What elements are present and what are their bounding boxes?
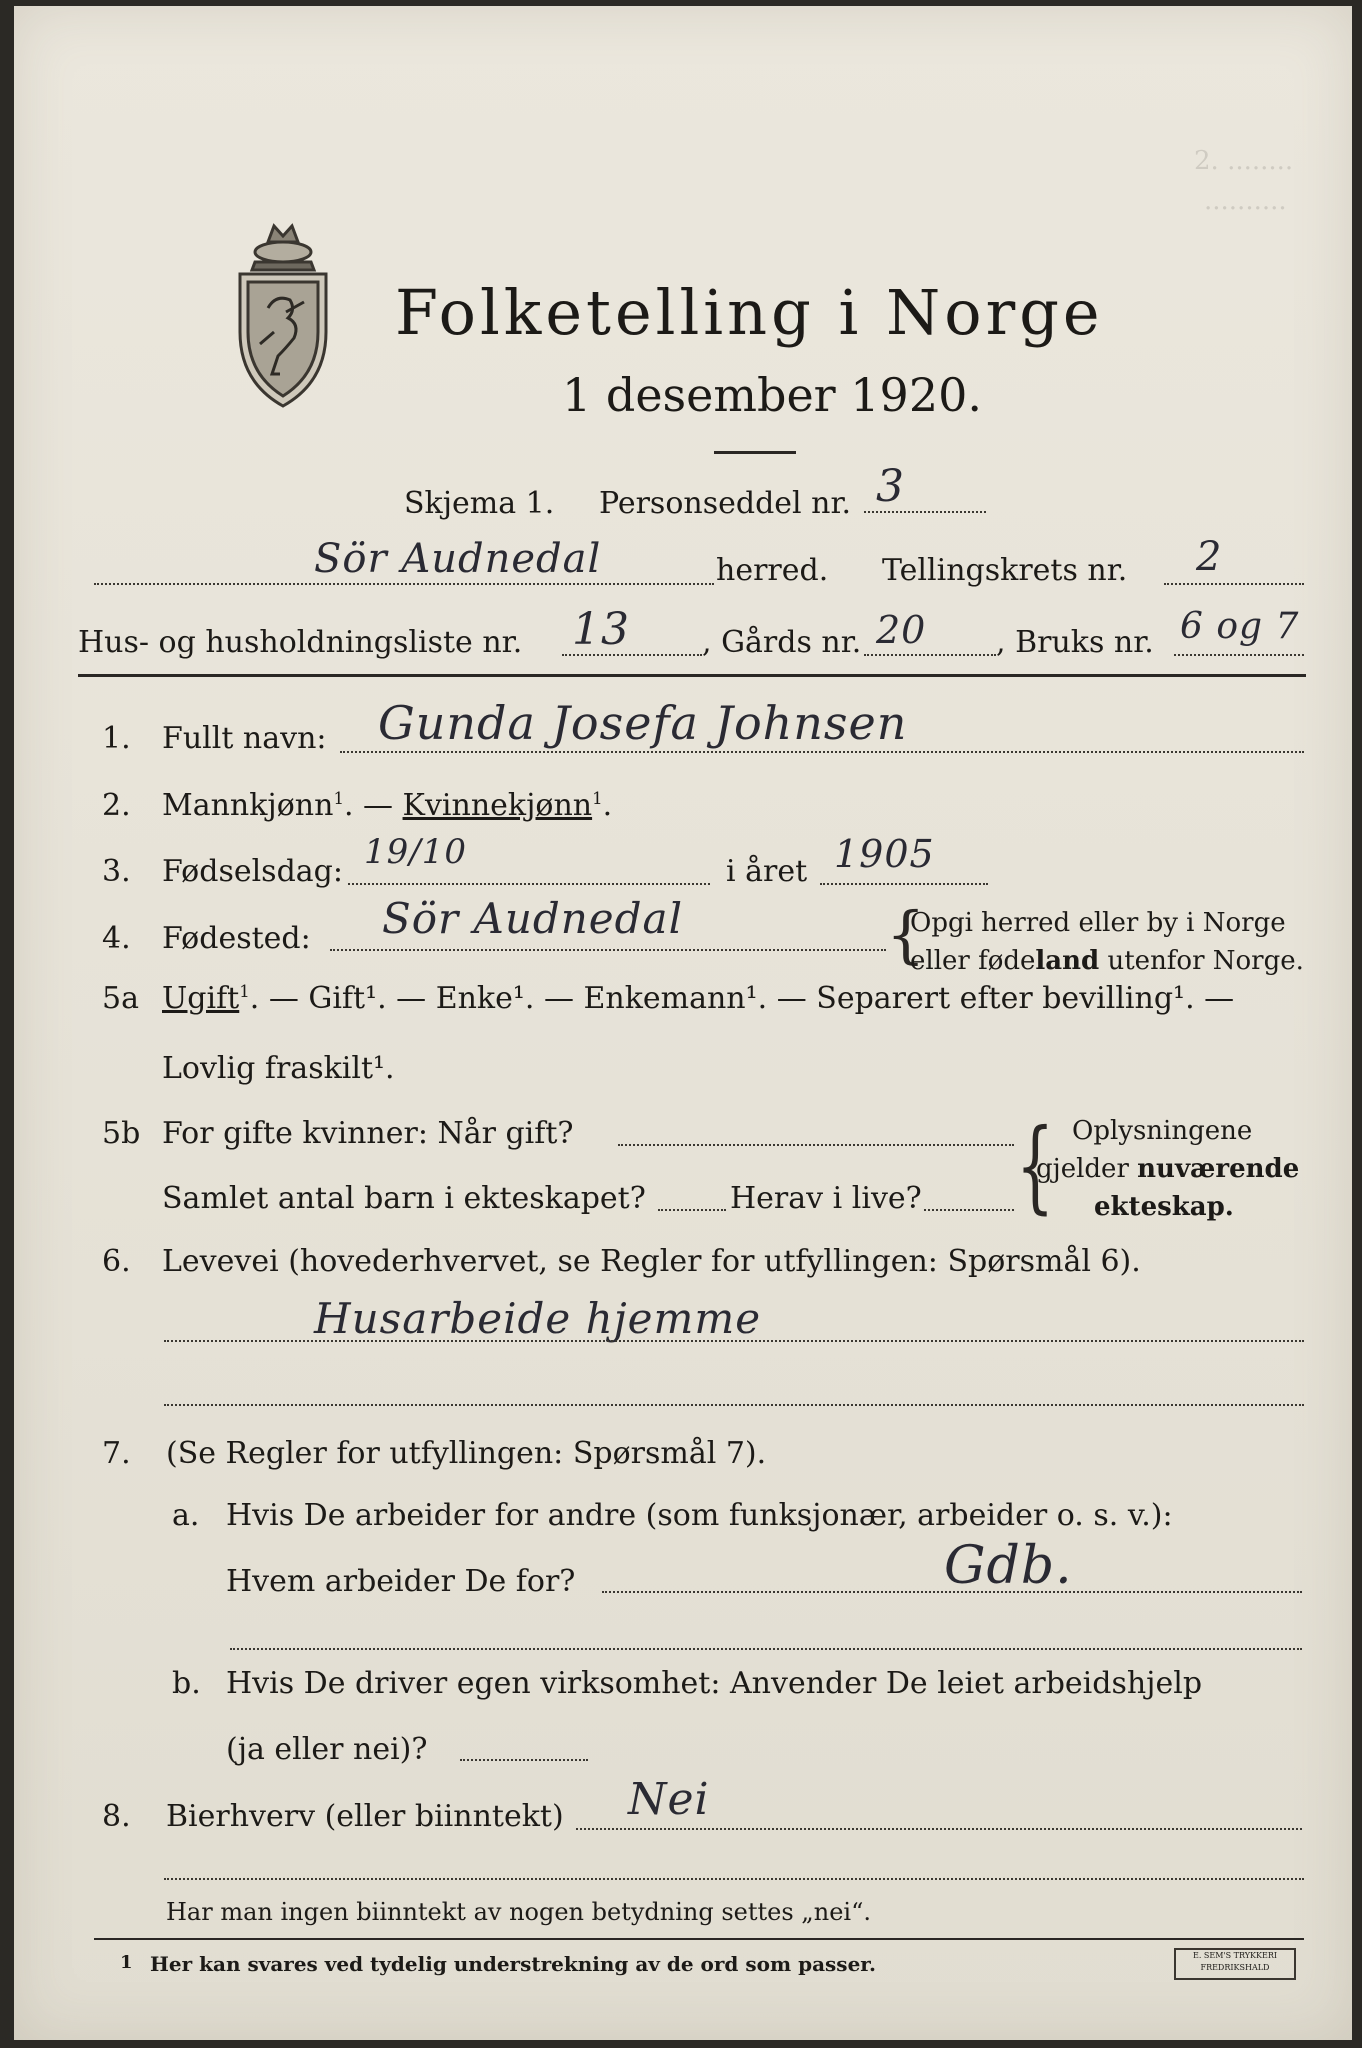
birthplace-line xyxy=(330,949,886,951)
gards-line xyxy=(864,654,996,656)
year-line xyxy=(820,883,988,885)
occupation-line-2 xyxy=(164,1404,1304,1406)
marriage-note-3: ekteskap. xyxy=(1094,1192,1234,1222)
printer-name: E. SEM'S TRYKKERI xyxy=(1192,1951,1278,1960)
other-marital-options[interactable]: . — Gift¹. — Enke¹. — Enkemann¹. — Separert efter bevilling¹. — xyxy=(249,981,1235,1016)
brace: { xyxy=(1016,1107,1055,1224)
printer-city: FREDRIKSHALD xyxy=(1200,1963,1270,1972)
husliste-value[interactable]: 13 xyxy=(572,604,630,655)
marriage-note-1: Oplysningene xyxy=(1072,1116,1253,1146)
q7b-letter: b. xyxy=(172,1666,201,1701)
q4-number: 4. xyxy=(102,921,131,956)
children-total-label: Samlet antal barn i ekteskapet? xyxy=(162,1181,646,1216)
herred-value[interactable]: Sör Audnedal xyxy=(314,536,602,582)
q7a-text: Hvis De arbeider for andre (som funksjonær, arbeider o. s. v.): xyxy=(226,1498,1173,1533)
note-text-bold: land xyxy=(1035,946,1100,976)
year-label: i året xyxy=(726,854,808,889)
note-text-bold: nuværende xyxy=(1137,1154,1300,1184)
marital-status-options[interactable]: Ugift$^1$. — Gift¹. — Enke¹. — Enkemann¹. — Separert efter bevilling¹. — xyxy=(162,981,1235,1016)
q4-label: Fødested: xyxy=(162,921,311,956)
children-total-line xyxy=(658,1209,726,1211)
birthplace-note-1: Opgi herred eller by i Norge xyxy=(910,908,1286,938)
note-text: gjelder xyxy=(1036,1154,1138,1184)
bruks-label: , Bruks nr. xyxy=(996,625,1154,660)
q1-number: 1. xyxy=(102,721,131,756)
employer-label: Hvem arbeider De for? xyxy=(226,1564,576,1599)
bruks-line xyxy=(1174,654,1304,656)
marriage-note-2 xyxy=(1036,1154,1299,1184)
children-alive-line xyxy=(924,1209,1014,1211)
q1-label: Fullt navn: xyxy=(162,721,327,756)
title-divider xyxy=(714,451,796,454)
separator: . — xyxy=(343,788,403,823)
form-title: Folketelling i Norge xyxy=(395,276,1104,349)
header-rule xyxy=(78,674,1306,677)
q3-number: 3. xyxy=(102,854,131,889)
bleed-through: 2. ........ xyxy=(1194,146,1294,176)
occupation-value[interactable]: Husarbeide hjemme xyxy=(314,1294,762,1343)
census-form-page xyxy=(14,6,1352,2040)
employer-value[interactable]: Gdb. xyxy=(944,1536,1073,1596)
q2-number: 2. xyxy=(102,788,131,823)
footer-note: Har man ingen biinntekt av nogen betydning settes „nei“. xyxy=(166,1898,871,1926)
q7-label: (Se Regler for utfyllingen: Spørsmål 7). xyxy=(166,1436,767,1471)
side-income-line xyxy=(576,1828,1302,1830)
side-income-value[interactable]: Nei xyxy=(628,1774,710,1825)
q6-number: 6. xyxy=(102,1244,131,1279)
bleed-through: .......... xyxy=(1204,186,1287,216)
side-income-line-2 xyxy=(164,1878,1304,1880)
footer-rule xyxy=(94,1938,1304,1940)
option-lovlig-fraskilt[interactable]: Lovlig fraskilt¹. xyxy=(162,1051,395,1086)
q7b-text: Hvis De driver egen virksomhet: Anvender De leiet arbeidshjelp xyxy=(226,1666,1203,1701)
skjema-label: Skjema 1. xyxy=(404,486,555,521)
personseddel-value[interactable]: 3 xyxy=(876,461,905,512)
husliste-label: Hus- og husholdningsliste nr. xyxy=(78,625,523,660)
when-married-line xyxy=(618,1144,1014,1146)
q5a-number: 5a xyxy=(102,981,139,1016)
brace: { xyxy=(886,898,926,971)
note-text: eller føde xyxy=(910,946,1036,976)
footnote-mark: 1 xyxy=(120,1952,133,1973)
q1-line xyxy=(340,751,1304,753)
option-mannkjonn[interactable]: Mannkjønn xyxy=(162,788,334,823)
birth-year-value[interactable]: 1905 xyxy=(834,832,935,876)
hired-help-label: (ja eller nei)? xyxy=(226,1732,428,1767)
norwegian-coat-of-arms-icon xyxy=(228,212,338,412)
hired-help-line xyxy=(460,1759,588,1761)
bruks-value[interactable]: 6 og 7 xyxy=(1180,606,1300,647)
birthday-value[interactable]: 19/10 xyxy=(364,832,467,872)
herred-line xyxy=(94,583,714,585)
when-married-label: For gifte kvinner: Når gift? xyxy=(162,1116,574,1151)
children-alive-label: Herav i live? xyxy=(730,1181,922,1216)
gards-value[interactable]: 20 xyxy=(876,608,927,652)
option-kvinnekjonn[interactable]: Kvinnekjønn xyxy=(402,788,593,823)
employer-line-2 xyxy=(230,1648,1302,1650)
period: . xyxy=(602,788,613,823)
q7-number: 7. xyxy=(102,1436,131,1471)
side-income-label: Bierhverv (eller biinntekt) xyxy=(166,1799,564,1834)
q5b-number: 5b xyxy=(102,1116,141,1151)
personseddel-label: Personseddel nr. xyxy=(599,486,852,521)
census-date: 1 desember 1920. xyxy=(562,368,982,422)
q8-number: 8. xyxy=(102,1799,131,1834)
tellingskrets-value[interactable]: 2 xyxy=(1196,534,1223,580)
herred-label: herred. xyxy=(716,553,829,588)
printer-stamp xyxy=(1174,1948,1296,1980)
full-name-value[interactable]: Gunda Josefa Johnsen xyxy=(378,696,908,750)
footnote: Her kan svares ved tydelig understrekning av de ord som passer. xyxy=(150,1952,876,1976)
birthplace-value[interactable]: Sör Audnedal xyxy=(382,894,684,943)
note-text: utenfor Norge. xyxy=(1099,946,1304,976)
q7a-letter: a. xyxy=(172,1498,200,1533)
option-ugift[interactable]: Ugift xyxy=(162,981,240,1016)
gender-options[interactable]: Mannkjønn$^1$. — Kvinnekjønn$^1$. xyxy=(162,788,613,823)
birthplace-note-2 xyxy=(910,946,1304,976)
q3-label: Fødselsdag: xyxy=(162,854,343,889)
tellingskrets-line xyxy=(1164,583,1304,585)
occupation-line-1 xyxy=(164,1340,1304,1342)
gards-label: , Gårds nr. xyxy=(702,625,862,660)
tellingskrets-label: Tellingskrets nr. xyxy=(882,553,1128,588)
occupation-label: Levevei (hovederhvervet, se Regler for utfyllingen: Spørsmål 6). xyxy=(162,1244,1141,1279)
birthday-line xyxy=(348,883,710,885)
